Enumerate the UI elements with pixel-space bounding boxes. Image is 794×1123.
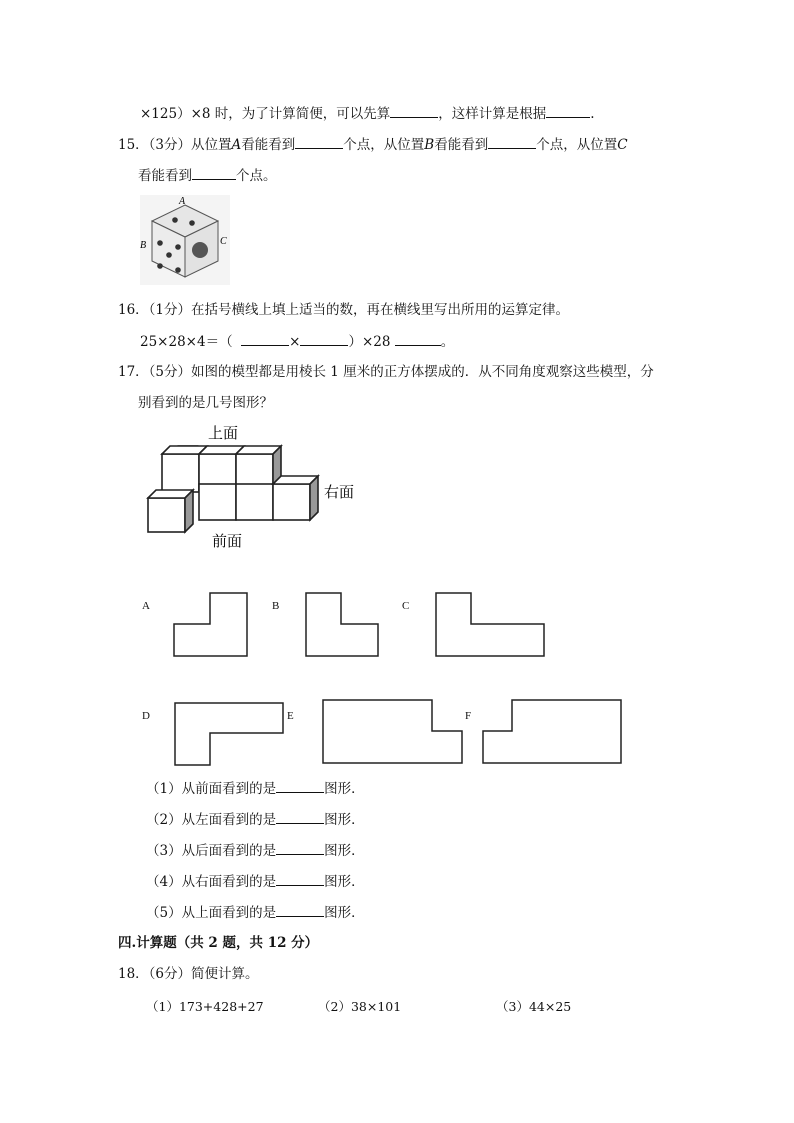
option-label-b: B (272, 600, 280, 612)
q16-blank-2[interactable] (300, 331, 348, 346)
dice-left-pip (166, 252, 172, 258)
q15-stem: 15．（3分）从位置A看能看到 个点，从位置B看能看到 个点，从位置C (118, 134, 628, 155)
option-shape-b (303, 590, 383, 660)
q14-blank-1[interactable] (390, 103, 438, 118)
dice-label-c: C (220, 236, 227, 247)
view-label-right: 右面 (324, 483, 355, 501)
q17-stem-2: 别看到的是几号图形？ (138, 395, 273, 411)
q15-blank-a[interactable] (295, 134, 343, 149)
q16-blank-1[interactable] (241, 331, 289, 346)
dice-label-a: A (179, 196, 186, 207)
q17-sub-1-blank[interactable] (276, 778, 324, 793)
q17-sub-2: （2）从左面看到的是 图形． (146, 809, 365, 830)
dice-right-pip (192, 242, 208, 258)
dice-left-pip (175, 267, 181, 273)
q17-sub-5: （5）从上面看到的是 图形． (146, 902, 365, 923)
section-4-title: 四.计算题（共 2 题，共 12 分） (118, 935, 319, 951)
option-label-a: A (142, 600, 150, 612)
q18-item-3: （3）44×25 (496, 999, 572, 1014)
q17-sub-4: （4）从右面看到的是 图形． (146, 871, 365, 892)
dice-label-b: B (140, 240, 147, 251)
dice-left-pip (175, 244, 181, 250)
dice-left-pip (157, 263, 163, 269)
q16-blank-3[interactable] (395, 331, 441, 346)
q17-sub-3: （3）从后面看到的是 图形． (146, 840, 365, 861)
option-label-f: F (465, 710, 472, 722)
cube-model-figure (140, 420, 370, 550)
q17-stem-1: 17．（5分）如图的模型都是用棱长 1 厘米的正方体摆成的．从不同角度观察这些模型，分 (118, 364, 654, 380)
q18-stem: 18．（6分）简便计算。 (118, 966, 259, 982)
dice-left-pip (157, 240, 163, 246)
q14-blank-2[interactable] (546, 103, 590, 118)
option-label-e: E (287, 710, 294, 722)
view-label-front: 前面 (212, 532, 243, 550)
q15-blank-c[interactable] (192, 165, 236, 180)
option-shape-a (172, 590, 252, 660)
q18-item-2: （2）38×101 (318, 999, 402, 1014)
option-shape-d (172, 700, 287, 770)
q16-expression: 25×28×4＝（ × ）×28 。 (140, 331, 454, 352)
option-shape-c (433, 590, 548, 660)
q17-sub-5-blank[interactable] (276, 902, 324, 917)
dice-top-pip (189, 220, 195, 226)
option-label-c: C (402, 600, 410, 612)
q17-sub-1: （1）从前面看到的是 图形． (146, 778, 365, 799)
dice-top-pip (172, 217, 178, 223)
q17-sub-4-blank[interactable] (276, 871, 324, 886)
q16-stem: 16．（1分）在括号横线上填上适当的数，再在横线里写出所用的运算定律。 (118, 302, 570, 318)
q15-line2: 看能看到 个点。 (138, 165, 277, 186)
option-label-d: D (142, 710, 150, 722)
q17-sub-3-blank[interactable] (276, 840, 324, 855)
q14-tail-line: ×125）×8 时，为了计算简便，可以先算 ，这样计算是根据 . (140, 103, 595, 124)
q18-item-1: （1）173+428+27 (146, 999, 264, 1014)
option-shape-f (480, 697, 625, 767)
view-label-top: 上面 (208, 424, 239, 442)
q15-blank-b[interactable] (488, 134, 536, 149)
dice-figure (140, 195, 230, 285)
option-shape-e (320, 697, 465, 767)
q17-sub-2-blank[interactable] (276, 809, 324, 824)
